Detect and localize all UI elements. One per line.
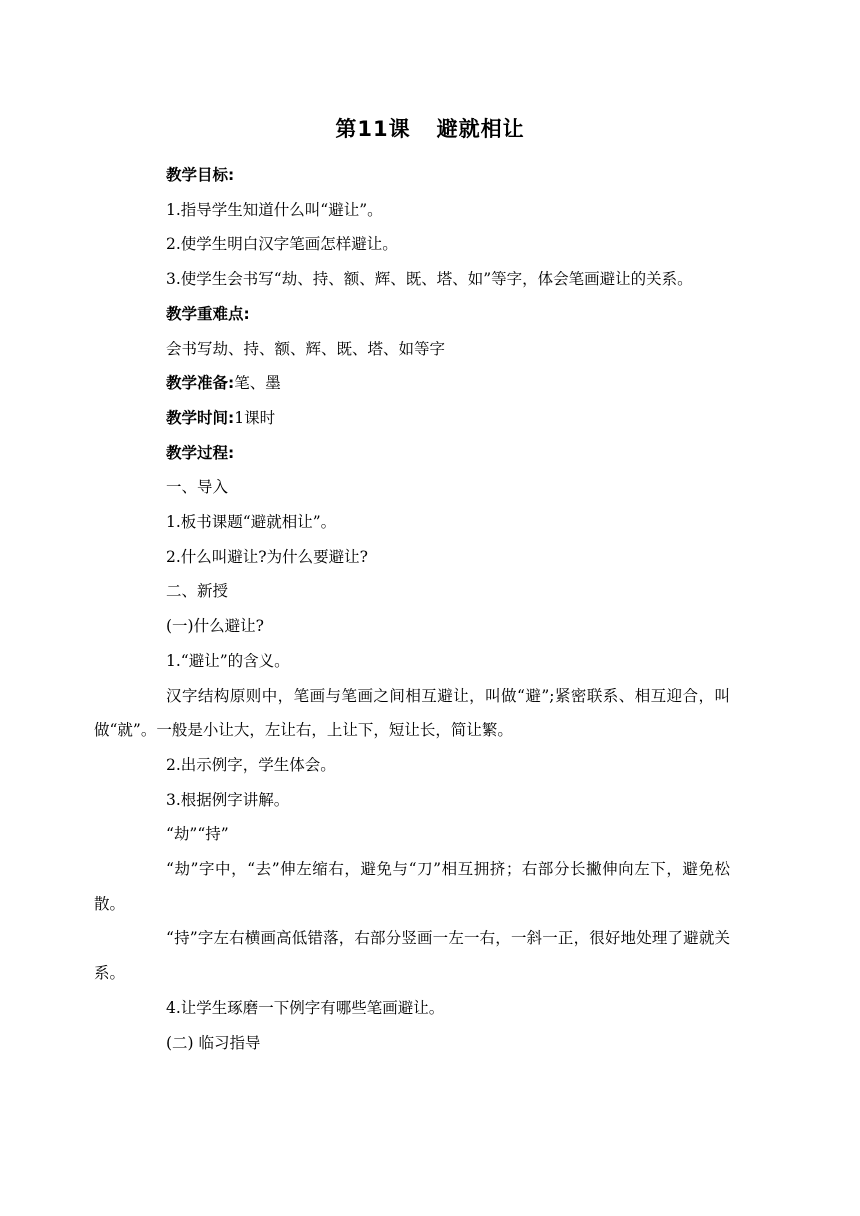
time-line bbox=[130, 401, 730, 436]
section-title: 一、导入 bbox=[166, 478, 229, 497]
example-characters: “劫”“持” bbox=[166, 825, 229, 844]
list-item: 4.让学生琢磨一下例字有哪些笔画避让。 bbox=[166, 998, 445, 1017]
page-title bbox=[0, 113, 860, 143]
list-item: 2.什么叫避让?为什么要避让? bbox=[166, 547, 368, 566]
section-title: 二、新授 bbox=[166, 582, 229, 601]
key-points-heading: 教学重难点: bbox=[166, 304, 250, 323]
list-item: 1.板书课题“避就相让”。 bbox=[166, 513, 337, 532]
preparation-heading: 教学准备: bbox=[166, 374, 235, 393]
subsection-title: (一)什么避让? bbox=[166, 617, 264, 636]
subsection-title: (二) 临习指导 bbox=[166, 1033, 261, 1052]
preparation-line bbox=[130, 366, 730, 401]
preparation-text: 笔、墨 bbox=[234, 374, 281, 393]
time-heading: 教学时间: bbox=[166, 408, 235, 427]
process-heading: 教学过程: bbox=[166, 443, 235, 462]
list-item: 1.“避让”的含义。 bbox=[166, 651, 290, 670]
objective-item: 1.指导学生知道什么叫“避让”。 bbox=[166, 200, 383, 219]
objective-item: 2.使学生明白汉字笔画怎样避让。 bbox=[166, 235, 398, 254]
list-item: 2.出示例字，学生体会。 bbox=[166, 755, 336, 774]
definition-paragraph: 汉字结构原则中，笔画与笔画之间相互避让，叫做“避”;紧密联系、相互迎合，叫做“就”。一般是小让大，左让右，上让下，短让长，简让繁。 bbox=[94, 686, 730, 740]
explanation-paragraph: “劫”字中，“去”伸左缩右，避免与“刀”相互拥挤；右部分长撇伸向左下，避免松散。 bbox=[94, 860, 730, 913]
explanation-paragraph: “持”字左右横画高低错落，右部分竖画一左一右，一斜一正，很好地处理了避就关系。 bbox=[94, 929, 730, 983]
objective-item: 3.使学生会书写“劫、持、额、辉、既、塔、如”等字，体会笔画避让的关系。 bbox=[166, 270, 693, 289]
key-points-text: 会书写劫、持、额、辉、既、塔、如等字 bbox=[166, 339, 446, 358]
document-body bbox=[94, 158, 730, 1060]
objectives-heading: 教学目标: bbox=[166, 166, 235, 184]
lesson-number: 第11课 bbox=[335, 117, 411, 141]
lesson-name: 避就相让 bbox=[436, 117, 525, 141]
time-text: 1课时 bbox=[234, 408, 276, 427]
list-item: 3.根据例字讲解。 bbox=[166, 790, 290, 809]
